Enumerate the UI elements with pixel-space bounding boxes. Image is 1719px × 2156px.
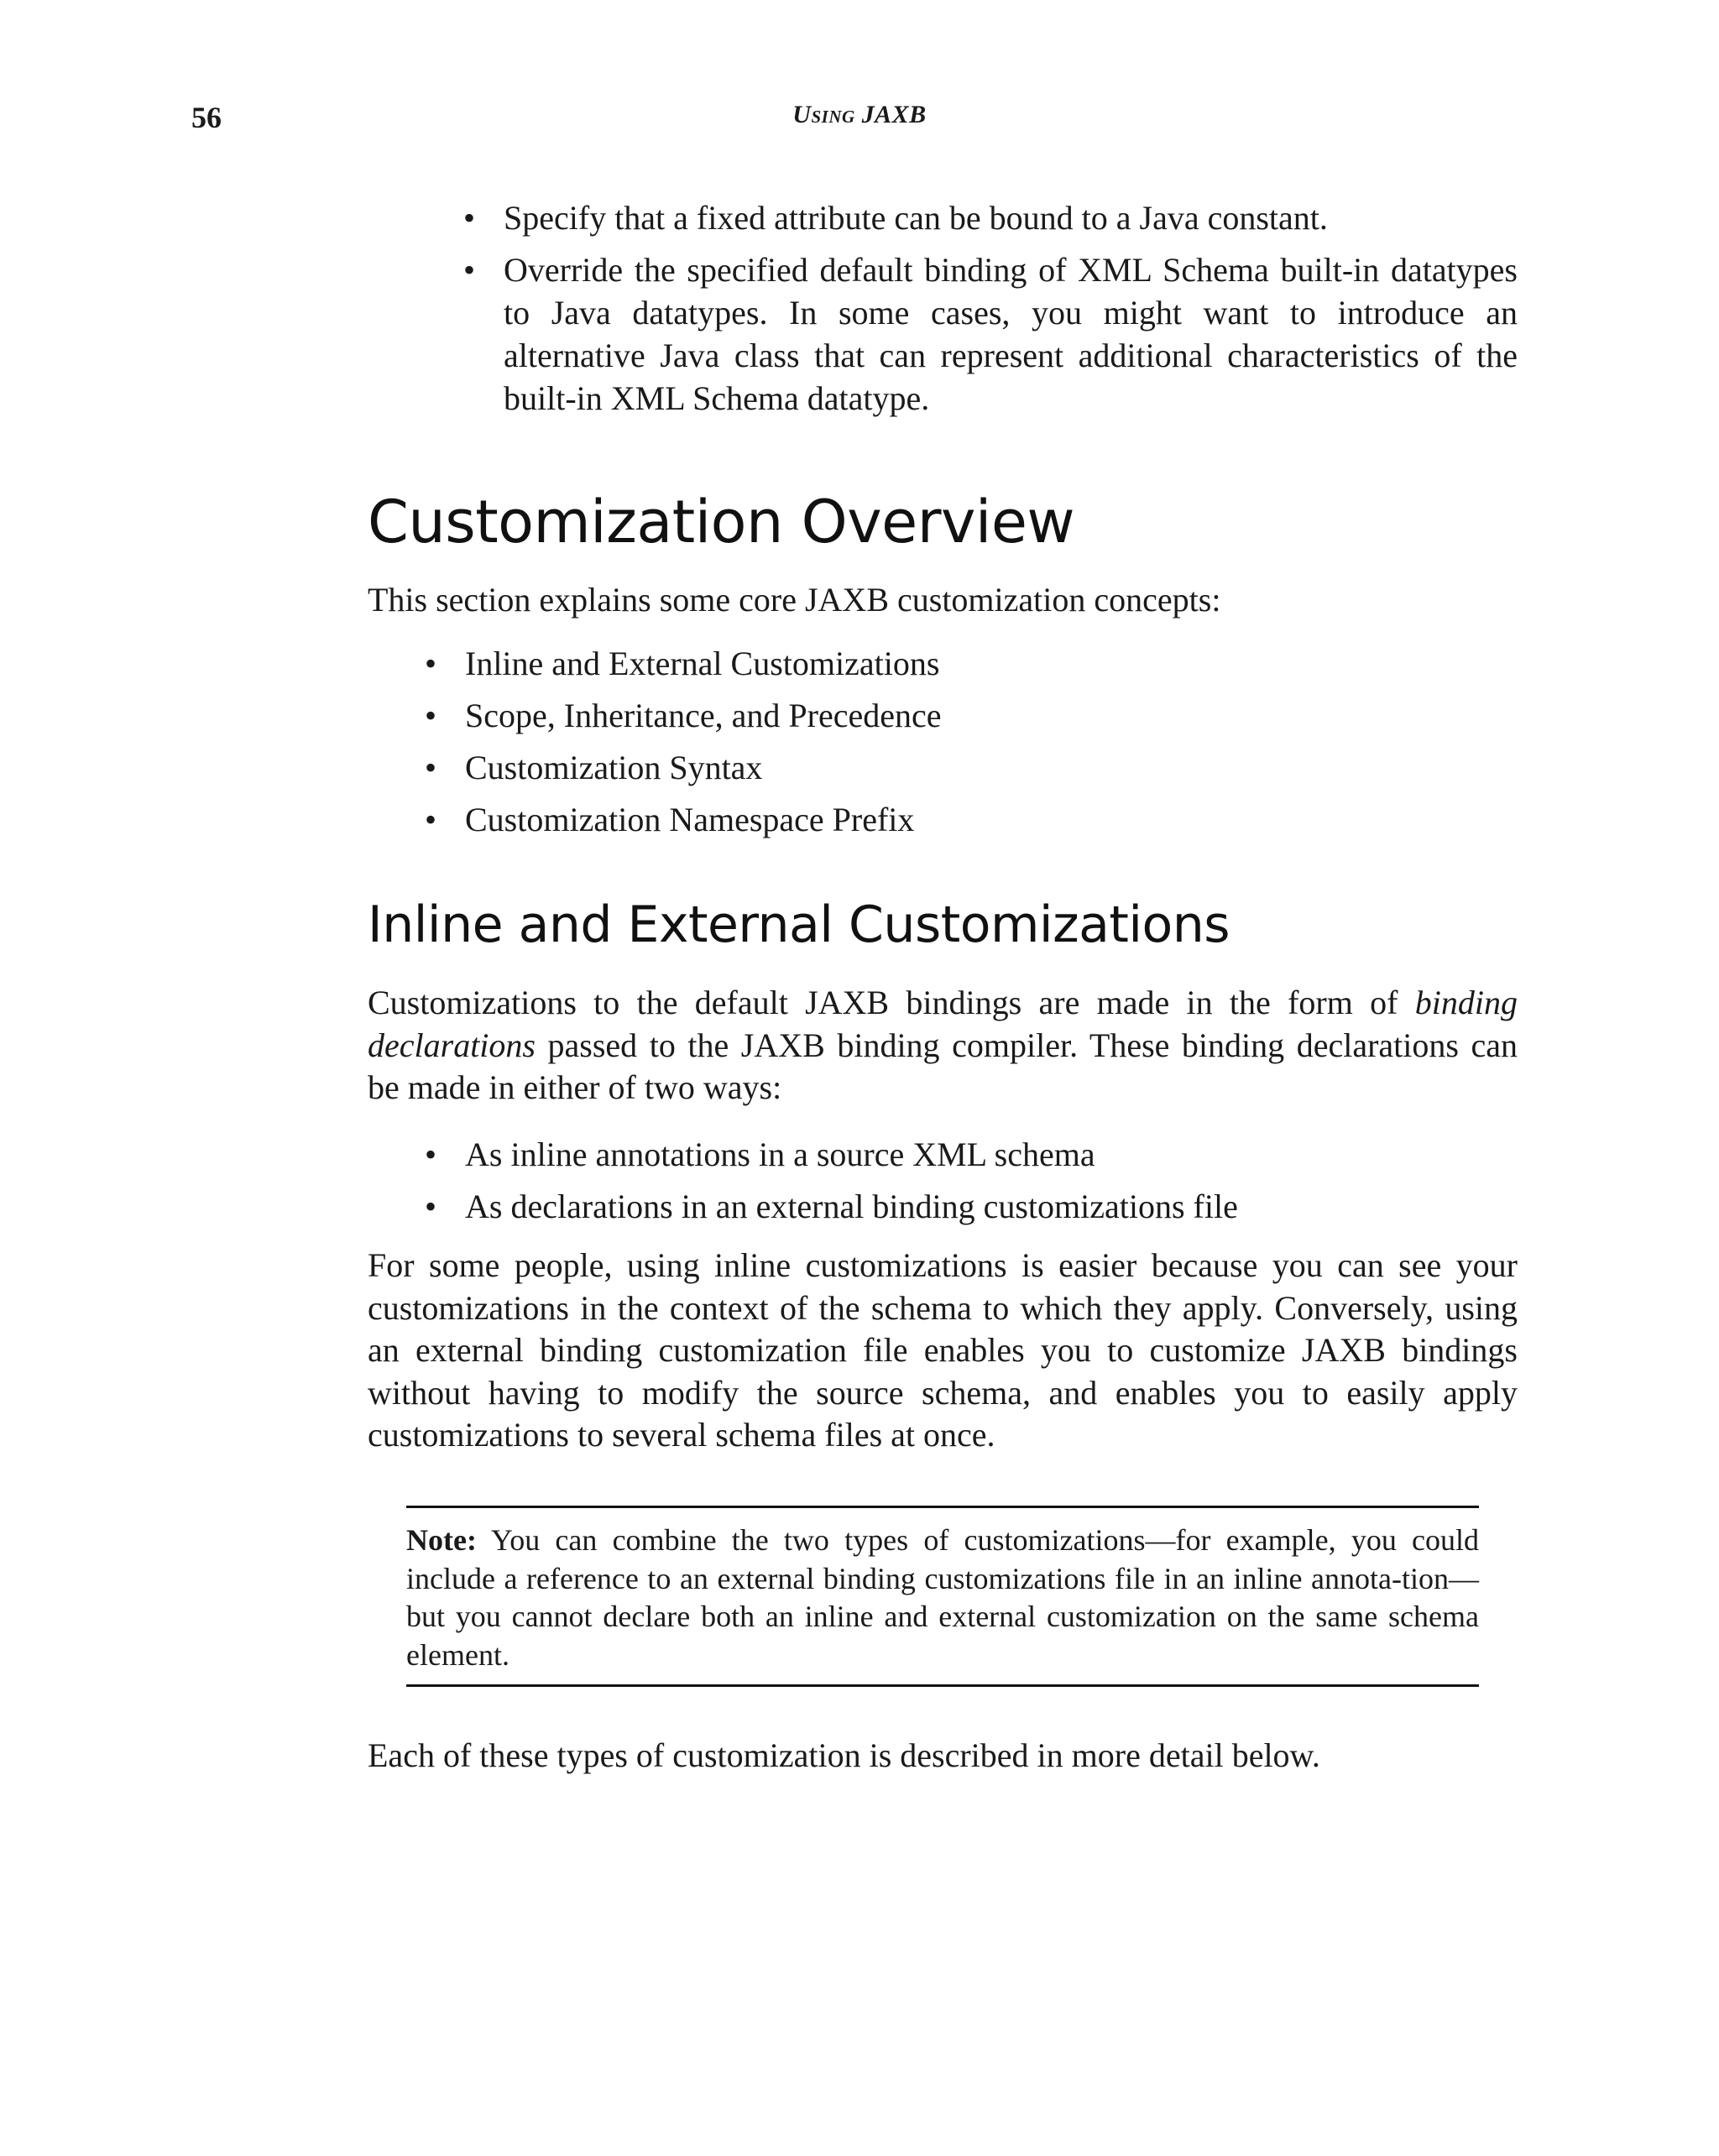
list-item: • Customization Namespace Prefix bbox=[425, 798, 1516, 841]
overview-intro: This section explains some core JAXB customization concepts: bbox=[368, 581, 1221, 619]
paragraph-text: passed to the JAXB binding compiler. These binding declarations can be made in either of two ways: bbox=[368, 1026, 1518, 1106]
list-item: • As declarations in an external binding customizations file bbox=[425, 1185, 1516, 1228]
comparison-paragraph: For some people, using inline customizations is easier because you can see your customizations in the context of the schema to which they apply. Conversely, using an external binding customization file enables you to customize JAXB bindings without having to modify the source schema, and enables you to easily apply customizations to several schema files at once. bbox=[368, 1246, 1518, 1454]
running-head: Using JAXB bbox=[792, 101, 927, 128]
note-text bbox=[406, 1522, 1479, 1674]
list-item: • Customization Syntax bbox=[425, 746, 1516, 789]
list-item: • Override the specified default binding of XML Schema built-in datatypes to Java datatypes. In some cases, you might want to introduce an alternative Java class that can represent additional characteristics of the built-in XML Schema datatype. bbox=[463, 248, 1518, 420]
customizations-paragraph bbox=[368, 982, 1518, 1109]
list-item: • Scope, Inheritance, and Precedence bbox=[425, 694, 1516, 737]
closing-paragraph: Each of these types of customization is described in more detail below. bbox=[368, 1736, 1320, 1774]
ways-list bbox=[425, 1133, 1516, 1237]
note-body: You can combine the two types of customizations—for example, you could include a reference to an external binding customizations file in an inline annota-tion—but you cannot declare both an inline and external customization on the same schema element. bbox=[406, 1523, 1479, 1672]
page-number: 56 bbox=[191, 101, 222, 134]
subsection-heading-inline-external: Inline and External Customizations bbox=[368, 895, 1230, 954]
note-label: Note: bbox=[406, 1523, 477, 1557]
list-item: • As inline annotations in a source XML schema bbox=[425, 1133, 1516, 1176]
paragraph-text: Customizations to the default JAXB bindings are made in the form of bbox=[368, 984, 1415, 1021]
top-bullet-list bbox=[463, 196, 1518, 429]
section-heading-overview: Customization Overview bbox=[368, 488, 1075, 556]
emphasis-term: binding declarations bbox=[368, 984, 1518, 1064]
list-item: • Specify that a fixed attribute can be bound to a Java constant. bbox=[463, 196, 1518, 239]
overview-concept-list bbox=[425, 642, 1516, 850]
list-item: • Inline and External Customizations bbox=[425, 642, 1516, 685]
note-box bbox=[406, 1506, 1479, 1687]
